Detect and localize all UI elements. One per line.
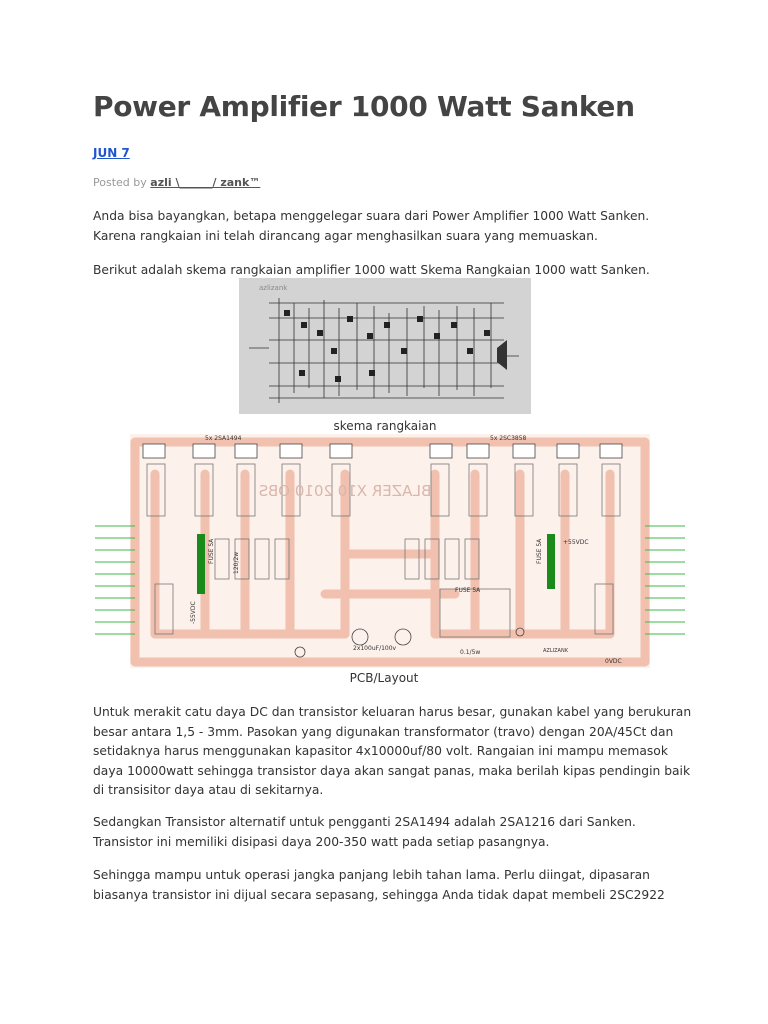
posted-by-label: Posted by <box>93 176 147 189</box>
neg-voltage-label: -55VDC <box>190 601 197 624</box>
fuse-label: FUSE 5A <box>455 587 481 594</box>
ground-label: 0VDC <box>605 658 622 665</box>
paragraph-durability: Sehingga mampu untuk operasi jangka panjang lebih tahan lama. Perlu diingat, dipasaran biasanya transistor ini dijual secara sepasang, sehingga Anda tidak dapat membeli 2SC2922 <box>93 868 665 902</box>
paragraph-alternative-transistor: Sedangkan Transistor alternatif untuk pengganti 2SA1494 adalah 2SA1216 dari Sanken. Transistor ini memiliki disipasi daya 200-350 watt pada setiap pasangnya. <box>93 815 636 849</box>
author-link[interactable]: azli \______/ zank™ <box>150 176 261 189</box>
schema-intro-paragraph: Berikut adalah skema rangkaian amplifier 1000 watt Skema Rangkaian 1000 watt Sanken. <box>93 263 650 277</box>
intro-paragraph: Anda bisa bayangkan, betapa menggelegar suara dari Power Amplifier 1000 Watt Sanken. Karena rangkaian ini telah dirancang agar menghasilkan suara yang memuaskan. <box>93 209 650 243</box>
pcb-layout-image <box>95 434 685 668</box>
paragraph-power-supply: Untuk merakit catu daya DC dan transistor keluaran harus besar, gunakan kabel yang berukuran besar antara 1,5 - 3mm. Pasokan yang digunakan transformator (travo) dengan 20A/45Ct dan setidaknya harus menggunakan kapasitor 4x10000uf/80 volt. Rangaian ini mampu memasok daya 10000watt sehingga transistor daya akan sangat panas, maka berilah kipas pendingin baik di transisitor daya atau di sekitarnya. <box>93 705 692 797</box>
post-date-link[interactable]: JUN 7 <box>93 146 130 160</box>
schematic-image <box>239 278 531 414</box>
post-title: Power Amplifier 1000 Watt Sanken <box>93 90 635 123</box>
capacitor-label: 2x100uF/100v <box>353 645 397 652</box>
mirrored-watermark: BLAZER X10 2010 OBS <box>258 482 432 500</box>
pos-voltage-label: +55VDC <box>563 539 589 546</box>
schematic-caption: skema rangkaian <box>333 419 437 433</box>
pcb-caption: PCB/Layout <box>349 671 419 685</box>
bottom-resistor-label: 0.1/5w <box>460 649 481 656</box>
label-2sa: 5x 2SA1494 <box>205 435 242 442</box>
posted-by <box>93 176 260 189</box>
label-2sc: 5x 2SC3858 <box>490 435 527 442</box>
resistor-label: 120/2w <box>233 551 240 574</box>
brand-label: AZLIZANK <box>543 648 568 654</box>
schematic-watermark: azlizank <box>259 284 288 292</box>
fuse-left-label: FUSE 5A <box>208 538 215 564</box>
fuse-right-label: FUSE 5A <box>536 538 543 564</box>
